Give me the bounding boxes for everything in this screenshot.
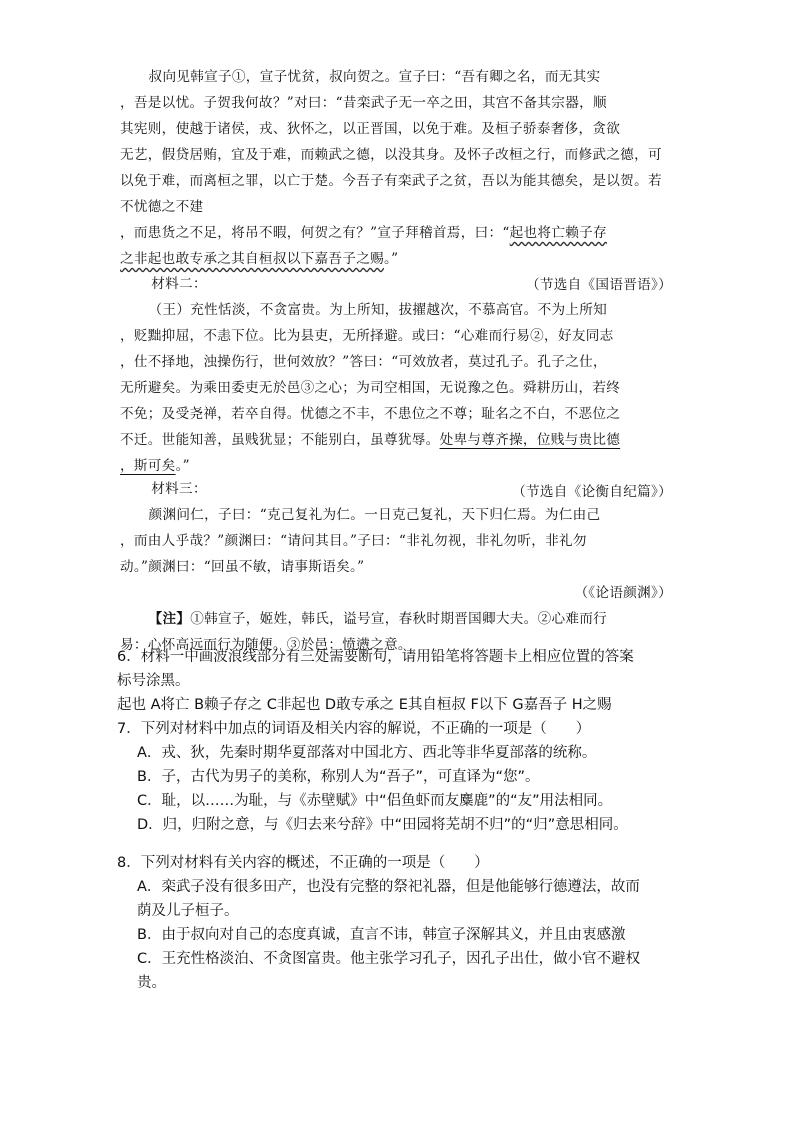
question-8-option-a-cont: 荫及儿子桓子。 (137, 903, 239, 919)
material-one-line: ，吾是以忧。子贺我何故？”对曰：“昔栾武子无一卒之田，其宫不备其宗器，顺 (120, 95, 607, 111)
question-8-option-a[interactable]: A．栾武子没有很多田产，也没有完整的祭祀礼器，但是他能够行德遵法，故而 (137, 879, 640, 895)
notes-line (120, 606, 672, 632)
notes-line: 易：心怀高远而行为随便。③於邑：愤懑之意。 (120, 637, 412, 653)
wavy-underlined-text: 起也将亡赖子存 (509, 225, 607, 241)
material-one-text: ，而患货之不足，将吊不暇，何贺之有？”宣子拜稽首焉，曰：“ (120, 225, 510, 241)
material-two (120, 271, 672, 505)
material-two-line: ，贬黜抑屈，不恚下位。比为县吏，无所择避。或曰：“心难而行易②，好友同志 (120, 328, 614, 344)
material-one-line: 其宪则，使越于诸侯，戎、狄怀之，以正晋国，以免于难。及桓子骄泰奢侈，贪欲 (120, 121, 621, 137)
notes-text: ①韩宣子，姬姓，韩氏，谥号宣，春秋时期晋国卿大夫。②心难而行 (190, 611, 608, 627)
material-one-line (120, 246, 672, 272)
question-7-stem: 7．下列对材料中加点的词语及相关内容的解说，不正确的一项是（ ） (117, 721, 591, 737)
material-three-line: ，而由人乎哉？”颜渊曰：“请问其目。”子曰：“非礼勿视，非礼勿听，非礼勿 (120, 533, 587, 549)
question-6-stem: 标号涂黑。 (117, 673, 190, 689)
material-two-text: 。” (175, 458, 190, 474)
question-8-option-c-cont: 贵。 (137, 975, 166, 991)
material-one-line: 以免于难，而离桓之罪，以亡于楚。今吾子有栾武子之贫，吾以为能其德矣，是以贺。若不忧德之不建 (120, 173, 662, 215)
source-citation: （《论语颜渊》） (574, 585, 672, 601)
material-three-line: 动。”颜渊曰：“回虽不敏，请事斯语矣。” (120, 559, 365, 575)
material-one (120, 64, 672, 298)
question-8-option-c[interactable]: C．王充性格淡泊、不贪图富贵。他主张学习孔子，因孔子出仕，做小官不避权 (137, 951, 641, 967)
question-7-option-a[interactable]: A．戎、狄，先秦时期华夏部落对中国北方、西北等非华夏部落的统称。 (137, 745, 597, 761)
question-7-option-b[interactable]: B．子，古代为男子的美称，称别人为“吾子”，可直译为“您”。 (137, 769, 540, 785)
material-three (120, 476, 672, 658)
question-8-stem: 8．下列对材料有关内容的概述，不正确的一项是（ ） (117, 855, 489, 871)
material-two-line: ，仕不择地，浊操伤行，世何效放？”答曰：“可效放者，莫过孔子。孔子之仕， (120, 354, 607, 370)
material-one-text: 。” (383, 251, 399, 267)
material-two-line: （王）充性恬淡，不贪富贵。为上所知，拔擢越次，不慕高官。不为上所知 (148, 302, 608, 318)
source-citation: （节选自《论衡自纪篇》） (512, 484, 672, 500)
material-label: 材料三： (151, 481, 207, 497)
question-7-option-d[interactable]: D．归，归附之意，与《归去来兮辞》中“田园将芜胡不归”的“归”意思相同。 (137, 817, 628, 833)
notes-tag: 【注】 (148, 611, 191, 627)
material-two-line: 无所避矣。为乘田委吏无於邑③之心；为司空相国，无说豫之色。舜耕历山，若终 (120, 380, 621, 396)
material-one-line: 叔向见韩宣子①，宣子忧贫，叔向贺之。宣子曰：“吾有卿之名，而无其实 (148, 69, 601, 85)
source-citation: （节选自《国语晋语》） (525, 277, 672, 293)
wavy-underlined-text: 之非起也敢专承之其自桓叔以下嘉吾子之赐 (120, 251, 384, 267)
material-three-line: 颜渊问仁，子曰：“克己复礼为仁。一日克己复礼，天下归仁焉。为仁由己 (148, 507, 601, 523)
question-8-option-b[interactable]: B．由于叔向对自己的态度真诚，直言不讳，韩宣子深解其义，并且由衷感激 (137, 927, 626, 943)
underlined-text: 处卑与尊齐操，位贱与贵比德 (439, 432, 621, 448)
material-label: 材料二： (151, 276, 207, 292)
questions-section (117, 645, 677, 995)
material-two-line: 不免；及受尧禅，若卒自得。忧德之不丰，不患位之不尊；耻名之不白，不恶位之 (120, 406, 621, 422)
material-one-line: 无艺，假贷居贿，宜及于难，而赖武之德，以没其身。及怀子改桓之行，而修武之德，可 (120, 147, 662, 163)
material-two-text: 不迁。世能知善，虽贱犹显；不能别白，虽尊犹辱。 (120, 432, 440, 448)
material-one-line (120, 220, 672, 246)
material-two-line (120, 427, 672, 453)
underlined-text: ，斯可矣 (120, 458, 176, 474)
question-6-stem: 6．材料一中画波浪线部分有三处需要断句，请用铅笔将答题卡上相应位置的答案 (117, 649, 634, 665)
question-6-options: 起也 A将亡 B赖子存之 C非起也 D敢专承之 E其自桓叔 F以下 G嘉吾子 H之赐 (117, 697, 612, 713)
question-7-option-c[interactable]: C．耻，以……为耻，与《赤壁赋》中“侣鱼虾而友麋鹿”的“友”用法相同。 (137, 793, 613, 809)
